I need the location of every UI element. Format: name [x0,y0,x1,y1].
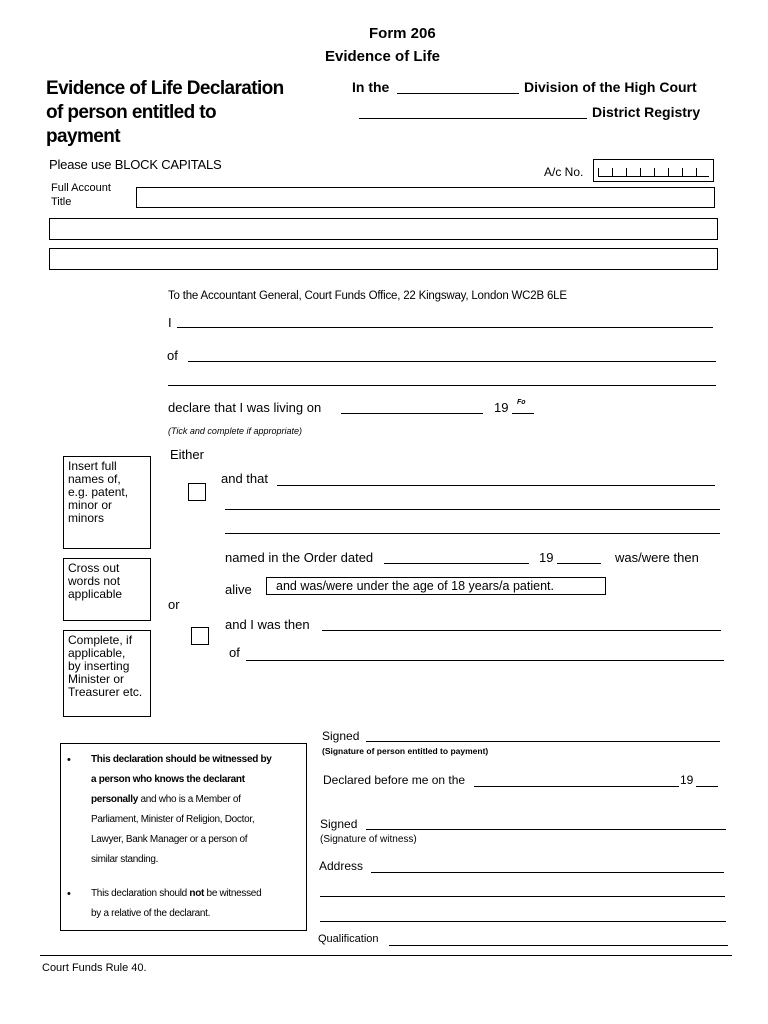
side-note-text: applicable [68,587,123,601]
witness-text: and who is a Member of [138,794,241,805]
witness-text: be witnessed [204,888,262,899]
signature-blank[interactable] [366,741,720,742]
account-title-field-1[interactable] [136,187,715,208]
page-title-line1: Evidence of Life Declaration [46,78,284,99]
division-label: Division of the High Court [524,79,697,95]
in-the-label: In the [352,79,390,95]
witness-text: This declaration should be witnessed by [91,754,272,765]
witness-text: Lawyer, Bank Manager or a person of [91,834,248,845]
side-note-complete [63,630,151,717]
bullet-icon: • [67,888,71,900]
registry-blank[interactable] [359,118,587,119]
was-were-then-label: was/were then [615,550,699,565]
of-blank-2[interactable] [246,660,724,661]
block-capitals-note: Please use BLOCK CAPITALS [49,157,222,172]
side-note-text: applicable, [68,646,126,660]
order-year-blank[interactable] [557,563,601,564]
and-that-blank-3[interactable] [225,533,720,534]
bullet-icon: • [67,754,71,766]
addressee-line: To the Accountant General, Court Funds Office, 22 Kingsway, London WC2B 6LE [168,290,567,302]
witness-text: This declaration should [91,888,190,899]
signature-witness-caption: (Signature of witness) [320,834,417,845]
side-note-text: minors [68,511,105,525]
side-note-text: Insert full [68,459,117,473]
living-year-prefix: 19 [494,400,509,415]
alive-condition-box[interactable] [266,577,606,595]
signed-label: Signed [322,729,360,743]
side-note-text: Treasurer etc. [68,685,143,699]
witness-text: by a relative of the declarant. [91,908,211,919]
and-that-blank-2[interactable] [225,509,720,510]
witness-text: Parliament, Minister of Religion, Doctor, [91,814,255,825]
qualification-blank[interactable] [389,945,728,946]
of-label-2: of [229,645,240,660]
side-note-text: words not [68,574,121,588]
declared-year-prefix: 19 [680,773,694,787]
of-label: of [167,348,178,363]
declared-before-label: Declared before me on the [323,773,466,787]
living-year-blank[interactable] [512,413,534,414]
side-note-text: Complete, if [68,633,133,647]
declared-year-blank[interactable] [696,786,718,787]
page-title-line2: of person entitled to [46,102,217,123]
form-name: Evidence of Life [325,48,441,65]
alive-label: alive [225,582,252,597]
address-label: Address [319,859,364,873]
qualification-label: Qualification [318,933,379,945]
witness-address-blank-2[interactable] [320,896,725,897]
living-date-blank[interactable] [341,413,483,414]
witness-text: similar standing. [91,854,159,865]
either-label: Either [170,447,204,462]
or-checkbox[interactable] [191,627,209,645]
ac-no-tick-marks [598,168,709,177]
signature-person-caption: (Signature of person entitled to payment) [322,746,489,756]
account-title-field-3[interactable] [49,248,718,270]
side-note-cross-out [63,558,151,621]
i-label: I [168,315,172,330]
signed-witness-label: Signed [320,817,358,831]
or-label: or [168,597,180,612]
side-note-text: by inserting [68,659,130,673]
form-number: Form 206 [369,25,436,42]
fo-mark: Fo [517,399,526,406]
registry-label: District Registry [592,104,701,120]
ac-no-label: A/c No. [544,165,584,179]
witness-text: personally [91,794,139,805]
side-note-text: minor or [68,498,113,512]
side-note-text: Minister or [68,672,125,686]
side-note-text: Cross out [68,561,120,575]
order-date-blank[interactable] [384,563,529,564]
either-checkbox[interactable] [188,483,206,501]
account-title-field-2[interactable] [49,218,718,240]
side-note-text: names of, [68,472,121,486]
address-blank-1[interactable] [188,361,716,362]
and-i-was-then-label: and I was then [225,617,310,632]
footer-rule: Court Funds Rule 40. [42,962,147,974]
side-note-insert-names [63,456,151,549]
address-blank-2[interactable] [168,385,716,386]
witness-note-box [60,743,307,931]
witness-address-blank-3[interactable] [320,921,726,922]
alive-condition-text: and was/were under the age of 18 years/a patient. [276,579,554,593]
witness-signature-blank[interactable] [366,829,726,830]
declare-label: declare that I was living on [168,400,322,415]
named-order-label: named in the Order dated [225,550,374,565]
i-was-then-blank[interactable] [322,630,721,631]
division-blank[interactable] [397,93,519,94]
account-title-label-2: Title [51,196,72,208]
ac-no-field[interactable] [593,159,714,182]
witness-text: not [189,888,205,899]
account-title-label-1: Full Account [51,182,111,194]
witness-address-blank-1[interactable] [371,872,724,873]
witness-text: a person who knows the declarant [91,774,245,785]
order-year-prefix: 19 [539,550,554,565]
name-blank[interactable] [177,327,713,328]
tick-note: (Tick and complete if appropriate) [168,426,302,436]
declared-date-blank[interactable] [474,786,679,787]
and-that-label: and that [221,471,268,486]
page-title-line3: payment [46,126,120,147]
footer-divider [40,955,732,956]
side-note-text: e.g. patent, [68,485,129,499]
and-that-blank-1[interactable] [277,485,715,486]
